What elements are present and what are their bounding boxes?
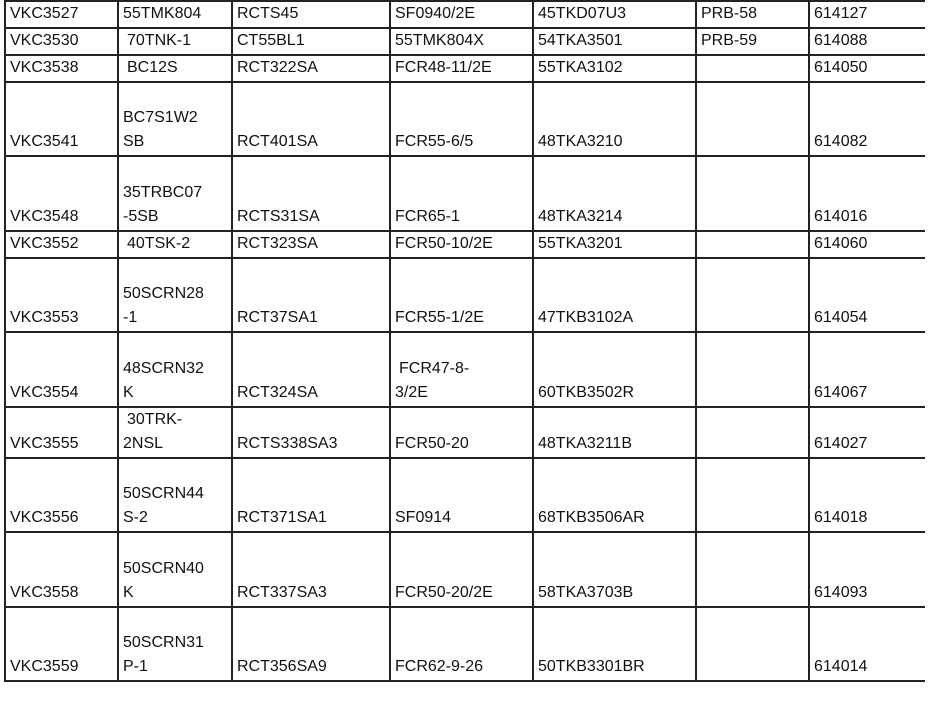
table-cell-tk-part	[533, 156, 696, 231]
table-cell-vkc-part	[5, 28, 118, 55]
table-cell-vkc-part	[5, 55, 118, 82]
table-cell-rct-part	[232, 28, 390, 55]
cell-text-line: P-1	[123, 658, 148, 675]
cell-text-line: BC12S	[127, 59, 178, 76]
table-row	[5, 1, 925, 28]
table-cell-vkc-part	[5, 1, 118, 28]
cell-text-line: 55TKA3201	[538, 235, 623, 252]
cell-text-line: RCT337SA3	[237, 584, 327, 601]
table-cell-fcr-part	[390, 532, 533, 607]
table-cell-fcr-part	[390, 55, 533, 82]
cell-text-line: SF0940/2E	[395, 5, 476, 22]
table-cell-tk-part	[533, 55, 696, 82]
cell-text-line: 614054	[814, 309, 868, 326]
table-row	[5, 607, 925, 681]
table-cell-prb-part	[696, 407, 809, 458]
table-cell-prb-part	[696, 55, 809, 82]
cell-text-line: K	[123, 584, 134, 601]
cell-text-line: 48TKA3214	[538, 208, 623, 225]
table-row	[5, 156, 925, 231]
cell-text-line: 614027	[814, 435, 868, 452]
table-row	[5, 231, 925, 258]
table-cell-alt-part-a	[118, 607, 232, 681]
cell-text-line: CT55BL1	[237, 32, 305, 49]
table-cell-ref-number	[809, 407, 925, 458]
table-cell-alt-part-a	[118, 407, 232, 458]
table-cell-fcr-part	[390, 407, 533, 458]
table-cell-rct-part	[232, 332, 390, 407]
table-cell-fcr-part	[390, 28, 533, 55]
table-cell-tk-part	[533, 532, 696, 607]
table-cell-fcr-part	[390, 82, 533, 156]
table-cell-fcr-part	[390, 156, 533, 231]
table-cell-vkc-part	[5, 231, 118, 258]
table-cell-rct-part	[232, 231, 390, 258]
table-cell-alt-part-a	[118, 1, 232, 28]
table-cell-ref-number	[809, 28, 925, 55]
cell-text-line: 47TKB3102A	[538, 309, 634, 326]
table-cell-ref-number	[809, 332, 925, 407]
table-row	[5, 28, 925, 55]
cell-text-line: 614093	[814, 584, 868, 601]
cell-text-line: 614060	[814, 235, 868, 252]
table-cell-ref-number	[809, 532, 925, 607]
table-cell-vkc-part	[5, 607, 118, 681]
table-cell-fcr-part	[390, 458, 533, 532]
cell-text-line: PRB-58	[701, 5, 758, 22]
cell-text-line: VKC3552	[10, 235, 79, 252]
cell-text-line: RCT322SA	[237, 59, 318, 76]
cell-text-line: 70TNK-1	[127, 32, 192, 49]
cell-text-line: 54TKA3501	[538, 32, 623, 49]
cell-text-line: 614067	[814, 384, 868, 401]
cell-text-line: RCT37SA1	[237, 309, 318, 326]
table-cell-ref-number	[809, 231, 925, 258]
cell-text-line: 614016	[814, 208, 868, 225]
cell-text-line: PRB-59	[701, 32, 758, 49]
table-cell-alt-part-a	[118, 55, 232, 82]
cell-text-line: RCT356SA9	[237, 658, 327, 675]
table-cell-prb-part	[696, 156, 809, 231]
table-cell-prb-part	[696, 332, 809, 407]
cell-text-line: FCR47-8-	[399, 360, 470, 377]
table-cell-prb-part	[696, 532, 809, 607]
table-cell-rct-part	[232, 407, 390, 458]
cell-text-line: 40TSK-2	[127, 235, 191, 252]
table-cell-vkc-part	[5, 258, 118, 332]
table-cell-vkc-part	[5, 458, 118, 532]
cell-text-line: 614050	[814, 59, 868, 76]
cell-text-line: VKC3541	[10, 133, 79, 150]
cell-text-line: FCR50-20/2E	[395, 584, 493, 601]
table-cell-prb-part	[696, 607, 809, 681]
table-cell-tk-part	[533, 607, 696, 681]
cell-text-line: VKC3530	[10, 32, 79, 49]
table-cell-fcr-part	[390, 1, 533, 28]
table-cell-fcr-part	[390, 332, 533, 407]
cell-text-line: VKC3553	[10, 309, 79, 326]
table-cell-prb-part	[696, 28, 809, 55]
table-cell-rct-part	[232, 607, 390, 681]
cell-text-line: 2NSL	[123, 435, 164, 452]
table-cell-rct-part	[232, 82, 390, 156]
table-cell-fcr-part	[390, 231, 533, 258]
cell-text-line: 68TKB3506AR	[538, 509, 645, 526]
cell-text-line: FCR55-1/2E	[395, 309, 484, 326]
cell-text-line: 35TRBC07	[123, 184, 203, 201]
cell-text-line: K	[123, 384, 134, 401]
cell-text-line: RCT371SA1	[237, 509, 327, 526]
cell-text-line: 50SCRN44	[123, 485, 204, 502]
table-cell-prb-part	[696, 1, 809, 28]
cell-text-line: 55TMK804	[123, 5, 202, 22]
cell-text-line: VKC3554	[10, 384, 79, 401]
table-cell-alt-part-a	[118, 82, 232, 156]
table-cell-ref-number	[809, 156, 925, 231]
table-row	[5, 55, 925, 82]
cell-text-line: VKC3555	[10, 435, 79, 452]
cell-text-line: 50TKB3301BR	[538, 658, 645, 675]
cell-text-line: RCTS31SA	[237, 208, 320, 225]
table-row	[5, 332, 925, 407]
table-cell-prb-part	[696, 458, 809, 532]
cell-text-line: 48SCRN32	[123, 360, 204, 377]
table-cell-rct-part	[232, 532, 390, 607]
cell-text-line: 614082	[814, 133, 868, 150]
cell-text-line: 614127	[814, 5, 868, 22]
table-cell-vkc-part	[5, 532, 118, 607]
table-cell-alt-part-a	[118, 458, 232, 532]
table-cell-prb-part	[696, 82, 809, 156]
cell-text-line: FCR65-1	[395, 208, 460, 225]
table-row	[5, 532, 925, 607]
cell-text-line: 60TKB3502R	[538, 384, 635, 401]
cell-text-line: -5SB	[123, 208, 159, 225]
cell-text-line: 614018	[814, 509, 868, 526]
table-cell-ref-number	[809, 55, 925, 82]
cell-text-line: VKC3538	[10, 59, 79, 76]
table-row	[5, 407, 925, 458]
table-cell-fcr-part	[390, 258, 533, 332]
table-cell-ref-number	[809, 607, 925, 681]
cell-text-line: RCT323SA	[237, 235, 318, 252]
cell-text-line: VKC3556	[10, 509, 79, 526]
table-cell-vkc-part	[5, 332, 118, 407]
table-cell-tk-part	[533, 407, 696, 458]
table-cell-alt-part-a	[118, 258, 232, 332]
cell-text-line: RCT324SA	[237, 384, 318, 401]
cell-text-line: 48TKA3210	[538, 133, 623, 150]
cell-text-line: 30TRK-	[127, 411, 183, 428]
table-cell-alt-part-a	[118, 156, 232, 231]
cell-text-line: VKC3527	[10, 5, 79, 22]
table-row	[5, 458, 925, 532]
table-cell-vkc-part	[5, 407, 118, 458]
table-cell-ref-number	[809, 458, 925, 532]
cell-text-line: 48TKA3211B	[538, 435, 632, 452]
table-cell-tk-part	[533, 1, 696, 28]
table-cell-rct-part	[232, 1, 390, 28]
table-cell-prb-part	[696, 231, 809, 258]
table-cell-tk-part	[533, 28, 696, 55]
table-cell-rct-part	[232, 55, 390, 82]
table-cell-alt-part-a	[118, 28, 232, 55]
parts-cross-reference-table	[4, 0, 925, 682]
cell-text-line: VKC3558	[10, 584, 79, 601]
cell-text-line: RCT401SA	[237, 133, 318, 150]
table-cell-rct-part	[232, 258, 390, 332]
table-cell-tk-part	[533, 332, 696, 407]
table-cell-vkc-part	[5, 156, 118, 231]
cell-text-line: 3/2E	[395, 384, 428, 401]
cell-text-line: SB	[123, 133, 145, 150]
cell-text-line: S-2	[123, 509, 148, 526]
table-cell-fcr-part	[390, 607, 533, 681]
cell-text-line: FCR50-10/2E	[395, 235, 493, 252]
cell-text-line: 55TKA3102	[538, 59, 623, 76]
cell-text-line: 614014	[814, 658, 868, 675]
cell-text-line: RCTS45	[237, 5, 299, 22]
cell-text-line: RCTS338SA3	[237, 435, 338, 452]
cell-text-line: VKC3548	[10, 208, 79, 225]
cell-text-line: FCR50-20	[395, 435, 469, 452]
table-cell-ref-number	[809, 1, 925, 28]
cell-text-line: FCR55-6/5	[395, 133, 474, 150]
table-cell-tk-part	[533, 258, 696, 332]
cell-text-line: VKC3559	[10, 658, 79, 675]
table-cell-alt-part-a	[118, 332, 232, 407]
table-cell-tk-part	[533, 458, 696, 532]
table-row	[5, 258, 925, 332]
cell-text-line: FCR48-11/2E	[395, 59, 492, 76]
cell-text-line: 614088	[814, 32, 868, 49]
table-cell-ref-number	[809, 82, 925, 156]
cell-text-line: 55TMK804X	[395, 32, 484, 49]
table-cell-ref-number	[809, 258, 925, 332]
table-cell-tk-part	[533, 82, 696, 156]
table-cell-alt-part-a	[118, 532, 232, 607]
cell-text-line: -1	[123, 309, 138, 326]
table-cell-rct-part	[232, 458, 390, 532]
document-page	[4, 0, 925, 711]
cell-text-line: 58TKA3703B	[538, 584, 634, 601]
table-cell-alt-part-a	[118, 231, 232, 258]
table-row	[5, 82, 925, 156]
cell-text-line: FCR62-9-26	[395, 658, 484, 675]
cell-text-line: 45TKD07U3	[538, 5, 627, 22]
table-cell-vkc-part	[5, 82, 118, 156]
cell-text-line: SF0914	[395, 509, 452, 526]
table-body	[5, 1, 925, 681]
table-cell-rct-part	[232, 156, 390, 231]
table-cell-tk-part	[533, 231, 696, 258]
table-cell-prb-part	[696, 258, 809, 332]
cell-text-line: 50SCRN40	[123, 560, 204, 577]
cell-text-line: 50SCRN28	[123, 285, 204, 302]
cell-text-line: BC7S1W2	[123, 109, 198, 126]
cell-text-line: 50SCRN31	[123, 634, 204, 651]
